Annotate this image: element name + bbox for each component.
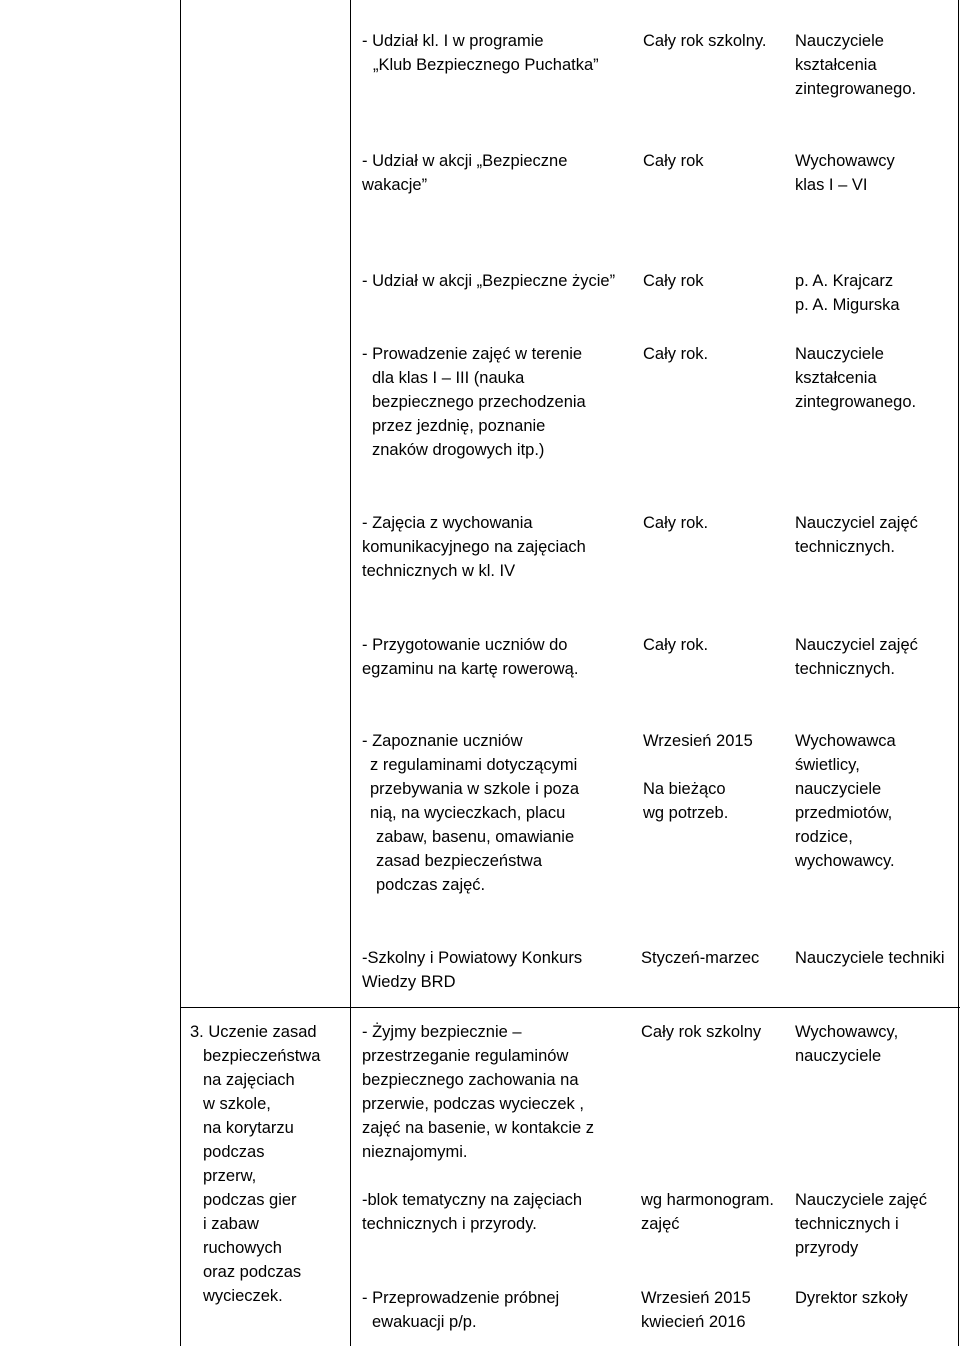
term-cell: Cały rok. [643,636,709,654]
table-border-right [958,0,959,1346]
responsible-cell: Nauczyciele techniki [795,949,945,967]
responsible-cell: Wychowawcy klas I – VI [795,152,895,194]
responsible-cell: Dyrektor szkoły [795,1289,908,1307]
table-border-left [180,0,181,1346]
activity-cell: - Udział w akcji „Bezpieczne wakacje” [362,152,568,194]
section-divider [180,1007,960,1008]
activity-cell: - Zajęcia z wychowania komunikacyjnego na zajęciach technicznych w kl. IV [362,514,586,580]
responsible-cell: Nauczyciele kształcenia zintegrowanego. [795,32,917,98]
activity-cell: - Udział w akcji „Bezpieczne życie” [362,272,616,290]
activity-cell: - Przygotowanie uczniów do egzaminu na kartę rowerową. [362,636,579,678]
activity-cell: - Przeprowadzenie próbnej ewakuacji p/p. [362,1289,560,1331]
responsible-cell: Nauczyciel zajęć technicznych. [795,636,918,678]
activity-cell: -blok tematyczny na zajęciach technicznych i przyrody. [362,1191,583,1233]
term-cell: Wrzesień 2015 Na bieżąco wg potrzeb. [643,732,753,822]
goal-cell: 3. Uczenie zasad bezpieczeństwa na zajęciach w szkole, na korytarzu podczas przerw, podczas gier i zabaw ruchowych oraz podczas wycieczek. [190,1023,321,1305]
responsible-cell: Wychowawca świetlicy, nauczyciele przedmiotów, rodzice, wychowawcy. [795,732,896,870]
responsible-cell: Nauczyciele zajęć technicznych i przyrody [795,1191,928,1257]
term-cell: wg harmonogram. zajęć [641,1191,774,1233]
term-cell: Cały rok szkolny [641,1023,762,1041]
term-cell: Styczeń-marzec [641,949,760,967]
activity-cell: - Żyjmy bezpiecznie – przestrzeganie regulaminów bezpiecznego zachowania na przerwie, podczas wycieczek , zajęć na basenie, w kontakcie z nieznajomymi. [362,1023,595,1161]
activity-cell: - Udział kl. I w programie „Klub Bezpiecznego Puchatka” [362,32,599,74]
term-cell: Cały rok szkolny. [643,32,767,50]
table-column-divider [350,0,351,1346]
activity-cell: -Szkolny i Powiatowy Konkurs Wiedzy BRD [362,949,583,991]
term-cell: Wrzesień 2015 kwiecień 2016 [641,1289,751,1331]
activity-cell: - Zapoznanie uczniów z regulaminami dotyczącymi przebywania w szkole i poza nią, na wycieczkach, placu zabaw, basenu, omawianie zasad bezpieczeństwa podczas zajęć. [362,732,580,894]
term-cell: Cały rok [643,272,704,290]
responsible-cell: p. A. Krajcarz p. A. Migurska [795,272,900,314]
term-cell: Cały rok [643,152,704,170]
activity-cell: - Prowadzenie zajęć w terenie dla klas I – III (nauka bezpiecznego przechodzenia przez jezdnię, poznanie znaków drogowych itp.) [362,345,586,459]
responsible-cell: Nauczyciel zajęć technicznych. [795,514,918,556]
responsible-cell: Nauczyciele kształcenia zintegrowanego. [795,345,917,411]
responsible-cell: Wychowawcy, nauczyciele [795,1023,899,1065]
term-cell: Cały rok. [643,345,709,363]
term-cell: Cały rok. [643,514,709,532]
